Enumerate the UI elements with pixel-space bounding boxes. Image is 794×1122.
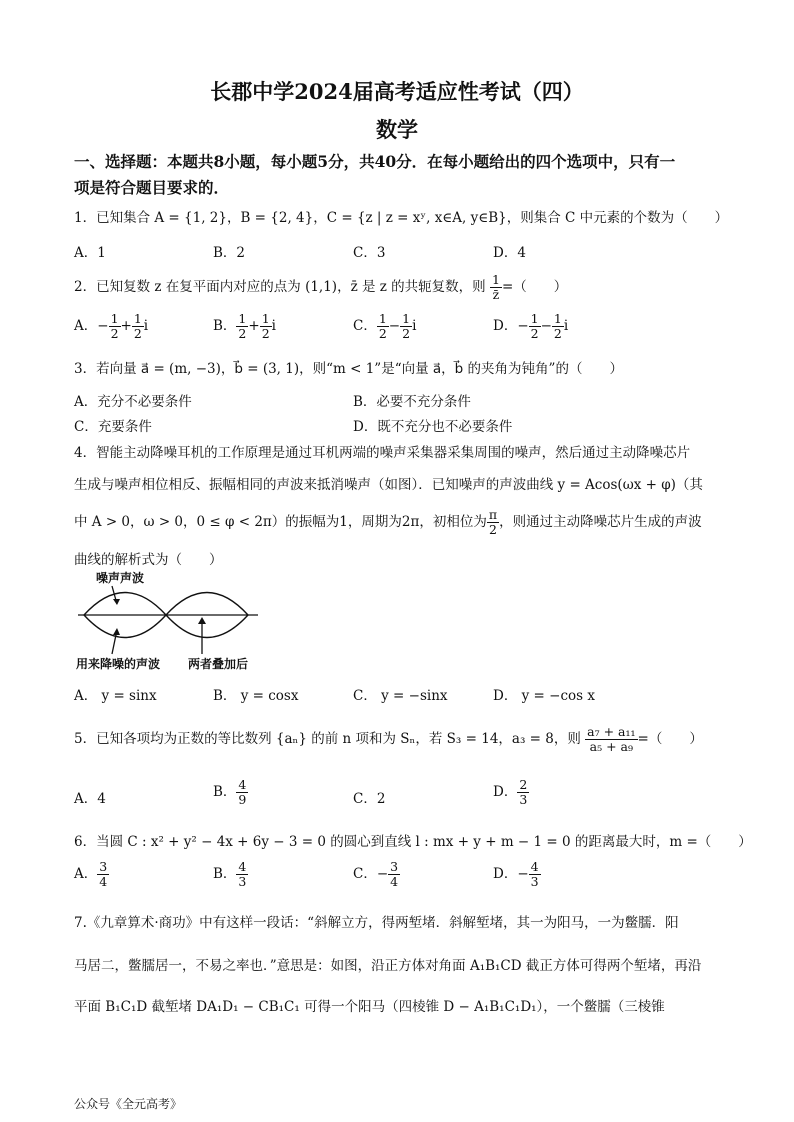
question-2-text <box>74 273 567 302</box>
q5-option-a-label: A． <box>74 791 98 807</box>
q2-option-c <box>353 312 416 341</box>
question-4-line2: 生成与噪声相位相反、振幅相同的声波来抵消噪声（如图）．已知噪声的声波曲线 y = Acos(ωx + φ)（其 <box>74 477 703 493</box>
q2-option-d-sign2: − <box>540 317 552 334</box>
den: 3 <box>519 791 528 807</box>
exam-subject: 数学 <box>376 117 418 142</box>
q5-option-d-label: D． <box>493 783 518 800</box>
q2-option-b-frac1 <box>236 312 248 341</box>
q5-option-b <box>213 778 248 807</box>
num: π <box>488 507 498 522</box>
section-heading-line2: 项是符合题目要求的． <box>74 178 230 197</box>
question-5-text <box>74 725 703 754</box>
q5-option-d <box>493 778 529 807</box>
den: a₅ + a₉ <box>589 738 634 754</box>
q2-fraction <box>490 273 502 302</box>
num: 1 <box>530 311 539 326</box>
q5-option-a-value: 4 <box>97 791 106 807</box>
q2-option-a-sign2: + <box>120 317 132 334</box>
q6-option-a-frac <box>97 860 109 889</box>
num: 3 <box>390 859 399 874</box>
q4-phase-fraction <box>487 508 499 537</box>
den: 3 <box>238 873 247 889</box>
num: 1 <box>378 311 387 326</box>
q3-option-a: A．充分不必要条件 <box>74 394 192 410</box>
q2-frac-den: z̄ <box>492 286 500 302</box>
den: 2 <box>488 521 497 537</box>
arrow-cancel-head <box>113 628 120 635</box>
question-4-line3 <box>74 508 702 537</box>
q2-option-c-label: C． <box>353 317 377 334</box>
q2-option-c-frac2 <box>400 312 412 341</box>
num: 1 <box>402 311 411 326</box>
q5-option-c <box>353 787 385 807</box>
den: 2 <box>261 325 270 341</box>
q2-text-a: 2．已知复数 z 在复平面内对应的点为 (1,1)， <box>74 278 351 295</box>
den: 3 <box>530 873 539 889</box>
q2-option-d <box>493 312 568 341</box>
q4-option-c: C． y = −sinx <box>353 688 448 704</box>
q3-option-c: C．充要条件 <box>74 419 152 435</box>
label-cancel-wave: 用来降噪的声波 <box>76 657 161 671</box>
q1-option-b: B．2 <box>213 245 246 261</box>
q1-option-c: C．3 <box>353 245 386 261</box>
num: 4 <box>530 859 539 874</box>
q5-option-a <box>74 787 106 807</box>
footer-note: 公众号《全元高考》 <box>74 1097 183 1111</box>
den: 2 <box>133 325 142 341</box>
q4-option-b: B． y = cosx <box>213 688 299 704</box>
num: 4 <box>238 777 247 792</box>
q4-line3a: 中 A > 0，ω > 0，0 ≤ φ < 2π）的振幅为1，周期为2π，初相位为 <box>74 513 487 530</box>
q2-option-b-i: i <box>271 317 276 334</box>
q4-line3b: ，则通过主动降噪芯片生成的声波 <box>499 513 702 530</box>
q2-option-b-sign2: + <box>248 317 260 334</box>
question-4-line1: 4．智能主动降噪耳机的工作原理是通过耳机两端的噪声采集器采集周围的噪声，然后通过主动降噪芯片 <box>74 445 691 461</box>
q2-option-d-sign1: − <box>517 317 529 334</box>
q5-option-b-frac <box>236 778 248 807</box>
q5-option-b-label: B． <box>213 783 237 800</box>
question-1-text: 1．已知集合 A = {1, 2}，B = {2, 4}，C = {z | z = xʸ, x∈A, y∈B}，则集合 C 中元素的个数为（ ） <box>74 210 729 226</box>
q4-option-a: A． y = sinx <box>74 688 157 704</box>
q2-option-c-frac1 <box>377 312 389 341</box>
q6-option-c-sign: − <box>376 865 389 882</box>
q2-option-c-sign2: − <box>388 317 401 334</box>
label-superposed: 两者叠加后 <box>188 657 249 671</box>
q2-option-c-i: i <box>412 317 417 334</box>
q3-option-d: D．既不充分也不必要条件 <box>353 419 513 435</box>
q6-option-d <box>493 860 541 889</box>
den: 9 <box>238 791 247 807</box>
den: 4 <box>99 873 108 889</box>
num: 3 <box>99 859 108 874</box>
num: 1 <box>133 311 142 326</box>
den: 2 <box>553 325 562 341</box>
q2-option-d-frac2 <box>552 312 564 341</box>
den: 4 <box>390 873 399 889</box>
q6-option-a-label: A． <box>74 865 98 882</box>
q5-text-a: 5．已知各项均为正数的等比数列 {aₙ} 的前 n 项和为 Sₙ，若 S₃ = 14，a₃ = 8，则 <box>74 730 581 747</box>
q5-text-b: =（ ） <box>637 730 703 747</box>
question-3-text: 3．若向量 a⃗ = (m, −3)，b⃗ = (3, 1)，则“m < 1”是“向量 a⃗，b⃗ 的夹角为钝角”的（ ） <box>74 361 623 377</box>
den: 2 <box>530 325 539 341</box>
q6-option-c-label: C． <box>353 865 377 882</box>
question-7-line3: 平面 B₁C₁D 截堑堵 DA₁D₁ − CB₁C₁ 可得一个阳马（四棱锥 D − A₁B₁C₁D₁），一个鳖臑（三棱锥 <box>74 999 665 1015</box>
question-4-line4: 曲线的解析式为（ ） <box>74 552 223 568</box>
num: 1 <box>261 311 270 326</box>
num: 1 <box>110 311 119 326</box>
exam-title: 长郡中学2024届高考适应性考试（四） <box>210 79 584 104</box>
q2-text-b: z̄ 是 z 的共轭复数，则 <box>350 278 486 295</box>
q6-option-c-frac <box>388 860 400 889</box>
den: 2 <box>238 325 247 341</box>
arrow-sum-head <box>198 617 206 624</box>
den: 2 <box>378 325 387 341</box>
q2-option-b <box>213 312 276 341</box>
q6-option-b-frac <box>236 860 248 889</box>
q6-option-b-label: B． <box>213 865 237 882</box>
question-7-line2: 马居二，鳖臑居一，不易之率也．”意思是：如图，沿正方体对角面 A₁B₁CD 截正方体可得两个堑堵，再沿 <box>74 958 702 974</box>
q2-option-a-sign1: − <box>97 317 109 334</box>
q1-option-a: A．1 <box>74 245 106 261</box>
q3-option-b: B．必要不充分条件 <box>353 394 471 410</box>
num: a₇ + a₁₁ <box>587 724 636 739</box>
q1-option-d: D．4 <box>493 245 526 261</box>
num: 4 <box>238 859 247 874</box>
den: 2 <box>402 325 411 341</box>
num: 1 <box>238 311 247 326</box>
q2-frac-num: 1 <box>491 272 500 287</box>
q2-option-a-i: i <box>143 317 149 334</box>
q4-option-d: D． y = −cos x <box>493 688 595 704</box>
q2-option-a-frac1 <box>109 312 121 341</box>
q6-option-d-sign: − <box>517 865 529 882</box>
q2-option-d-label: D． <box>493 317 518 334</box>
noise-cancel-figure <box>74 568 274 672</box>
q5-option-c-value: 2 <box>376 791 386 807</box>
num: 2 <box>519 777 528 792</box>
q5-fraction <box>585 725 637 754</box>
den: 2 <box>110 325 119 341</box>
num: 1 <box>553 311 562 326</box>
q6-option-c <box>353 860 400 889</box>
q6-option-b <box>213 860 248 889</box>
q2-option-d-frac1 <box>529 312 541 341</box>
q5-option-d-frac <box>517 778 529 807</box>
q2-option-a <box>74 312 148 341</box>
label-noise-wave: 噪声声波 <box>96 571 145 585</box>
q6-option-a <box>74 860 109 889</box>
question-7-line1: 7.《九章算术·商功》中有这样一段话：“斜解立方，得两堑堵．斜解堑堵，其一为阳马，一为鳖臑．阳 <box>74 915 679 931</box>
q2-option-a-frac2 <box>132 312 144 341</box>
q5-option-c-label: C． <box>353 791 377 807</box>
question-6-text: 6．当圆 C : x² + y² − 4x + 6y − 3 = 0 的圆心到直线 l : mx + y + m − 1 = 0 的距离最大时，m =（ ） <box>74 834 752 850</box>
q2-option-b-frac2 <box>260 312 272 341</box>
q2-option-b-label: B． <box>213 317 237 334</box>
q2-option-a-label: A． <box>74 317 98 334</box>
section-heading-line1: 一、选择题：本题共8小题，每小题5分，共40分．在每小题给出的四个选项中，只有一 <box>74 152 676 171</box>
q6-option-d-label: D． <box>493 865 518 882</box>
q6-option-d-frac <box>529 860 541 889</box>
arrow-noise-head <box>113 599 120 605</box>
q2-option-d-i: i <box>563 317 569 334</box>
q2-text-c: =（ ） <box>501 278 568 295</box>
